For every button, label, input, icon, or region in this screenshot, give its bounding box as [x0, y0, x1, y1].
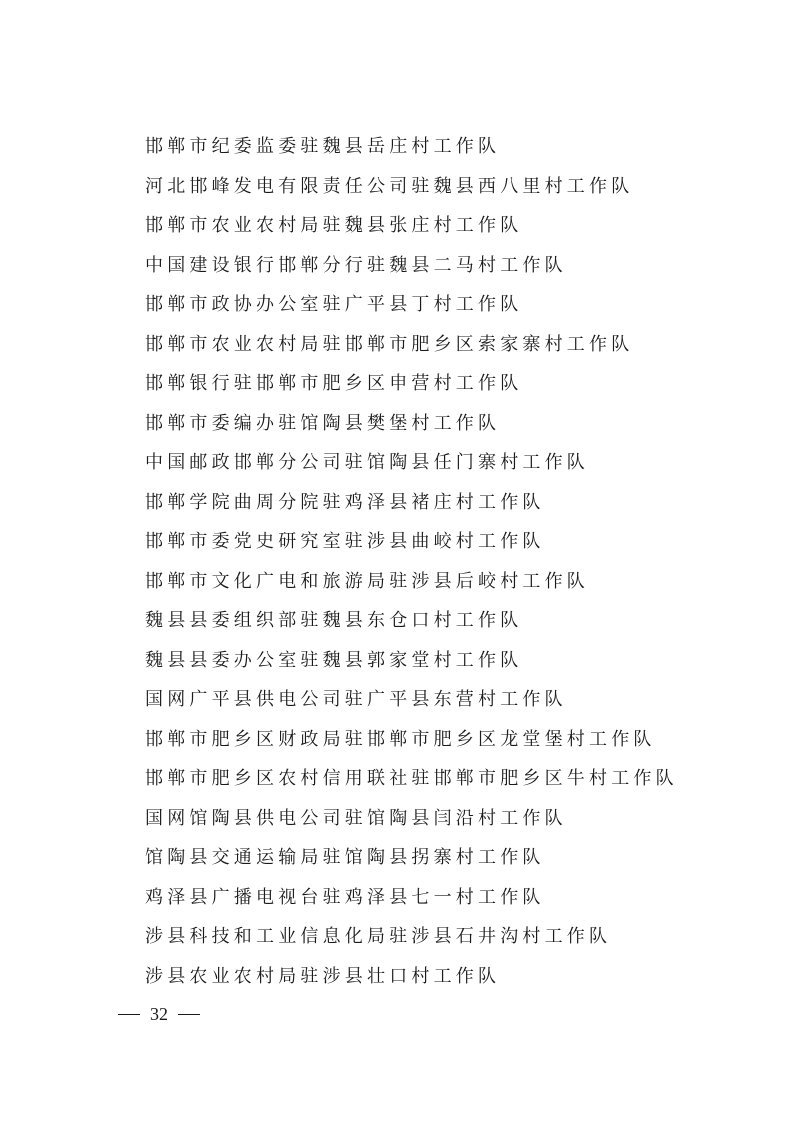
footer-dash-right — [178, 1014, 200, 1015]
list-item: 中国建设银行邯郸分行驻魏县二马村工作队 — [145, 254, 567, 276]
list-item: 邯郸市纪委监委驻魏县岳庄村工作队 — [145, 136, 501, 157]
page-footer — [118, 1003, 200, 1025]
list-item: 邯郸市委编办驻馆陶县樊堡村工作队 — [145, 412, 501, 434]
list-item: 邯郸市肥乡区财政局驻邯郸市肥乡区龙堂堡村工作队 — [145, 728, 656, 750]
list-item: 邯郸市农业农村局驻魏县张庄村工作队 — [145, 215, 523, 236]
list-item: 馆陶县交通运输局驻馆陶县拐寨村工作队 — [145, 847, 545, 868]
list-item: 河北邯峰发电有限责任公司驻魏县西八里村工作队 — [145, 175, 634, 197]
list-item: 邯郸市肥乡区农村信用联社驻邯郸市肥乡区牛村工作队 — [145, 768, 678, 789]
footer-dash-left — [118, 1014, 140, 1015]
list-item: 邯郸银行驻邯郸市肥乡区申营村工作队 — [145, 373, 523, 394]
list-item: 涉县农业农村局驻涉县壮口村工作队 — [145, 965, 501, 987]
list-item: 涉县科技和工业信息化局驻涉县石井沟村工作队 — [145, 926, 612, 947]
list-item: 国网馆陶县供电公司驻馆陶县闫沿村工作队 — [145, 807, 567, 829]
work-team-list — [145, 127, 678, 996]
list-item: 邯郸学院曲周分院驻鸡泽县褚庄村工作队 — [145, 491, 545, 513]
list-item: 邯郸市委党史研究室驻涉县曲峧村工作队 — [145, 531, 545, 552]
list-item: 魏县县委组织部驻魏县东仓口村工作队 — [145, 610, 523, 631]
page-number: 32 — [150, 1004, 168, 1024]
list-item: 中国邮政邯郸分公司驻馆陶县任门寨村工作队 — [145, 452, 589, 473]
list-item: 邯郸市农业农村局驻邯郸市肥乡区索家寨村工作队 — [145, 333, 634, 355]
list-item: 鸡泽县广播电视台驻鸡泽县七一村工作队 — [145, 886, 545, 908]
list-item: 邯郸市政协办公室驻广平县丁村工作队 — [145, 294, 523, 315]
list-item: 魏县县委办公室驻魏县郭家堂村工作队 — [145, 649, 523, 671]
list-item: 邯郸市文化广电和旅游局驻涉县后峧村工作队 — [145, 570, 589, 592]
list-item: 国网广平县供电公司驻广平县东营村工作队 — [145, 689, 567, 710]
